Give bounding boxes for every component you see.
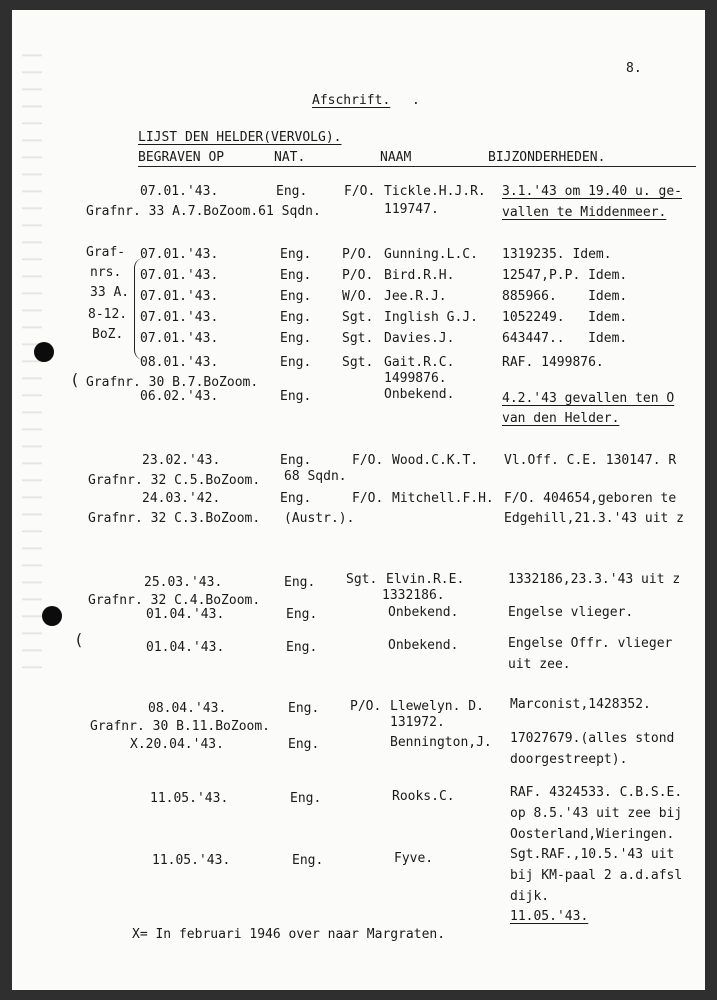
detail-line: F/O. 404654,geboren te — [504, 491, 677, 506]
list-heading: LIJST DEN HELDER(VERVOLG). — [138, 130, 342, 145]
burial-date: 07.01.'43. — [140, 331, 219, 346]
detail-line: 1052249. Idem. — [502, 310, 628, 325]
burial-date: 08.04.'43. — [148, 701, 227, 716]
burial-date: 08.01.'43. — [140, 355, 219, 370]
nationality: Eng. — [288, 701, 320, 716]
burial-date: 07.01.'43. — [140, 268, 219, 283]
detail-line: Marconist,1428352. — [510, 697, 651, 712]
header-underline — [138, 166, 696, 167]
detail-line: Sgt.RAF.,10.5.'43 uit — [510, 847, 675, 862]
nationality: Eng. — [280, 247, 312, 262]
detail-line: RAF. 4324533. C.B.S.E. — [510, 785, 683, 800]
nationality: Eng. — [280, 355, 312, 370]
col-header-name: NAAM — [380, 150, 412, 165]
person-name: Tickle.H.J.R. — [384, 184, 486, 199]
detail-line: 885966. Idem. — [502, 289, 628, 304]
grave-number: Grafnr. 32 C.4.BoZoom. — [88, 593, 261, 608]
burial-date: 11.05.'43. — [150, 791, 229, 806]
nationality-note: (Austr.). — [284, 511, 355, 526]
detail-line: bij KM-paal 2 a.d.afsl — [510, 868, 683, 883]
detail-line: 11.05.'43. — [510, 909, 589, 924]
detail-line: op 8.5.'43 uit zee bij — [510, 806, 683, 821]
nationality: Eng. — [286, 607, 318, 622]
burial-date: 07.01.'43. — [140, 310, 219, 325]
person-name: Jee.R.J. — [384, 289, 447, 304]
nationality: Eng. — [280, 491, 312, 506]
service-number: 131972. — [390, 715, 445, 730]
person-name: Fyve. — [394, 851, 434, 866]
footnote: X= In februari 1946 over naar Margraten. — [132, 927, 446, 942]
service-number: 1499876. — [384, 371, 447, 386]
nationality: Eng. — [280, 389, 312, 404]
rank: Sgt. — [342, 355, 374, 370]
detail-line: 4.2.'43 gevallen ten O — [502, 391, 675, 406]
burial-date: 06.02.'43. — [140, 389, 219, 404]
page-number: 8. — [626, 61, 642, 76]
rank: F/O. — [344, 184, 376, 199]
detail-line: 643447.. Idem. — [502, 331, 628, 346]
burial-date: 24.03.'42. — [142, 491, 221, 506]
burial-date: 01.04.'43. — [146, 640, 225, 655]
nationality: Eng. — [280, 331, 312, 346]
person-name: Davies.J. — [384, 331, 455, 346]
service-number: 119747. — [384, 202, 439, 217]
squadron: 68 Sqdn. — [284, 469, 347, 484]
nationality: Eng. — [276, 184, 308, 199]
nationality: Eng. — [280, 268, 312, 283]
col-header-details: BIJZONDERHEDEN. — [488, 150, 606, 165]
detail-line: 1319235. Idem. — [502, 247, 612, 262]
person-name: Elvin.R.E. — [386, 572, 465, 587]
rank: Sgt. — [342, 331, 374, 346]
detail-line: Edgehill,21.3.'43 uit z — [504, 511, 685, 526]
side-note-line: 33 A. — [90, 285, 130, 300]
detail-line: 12547,P.P. Idem. — [502, 268, 628, 283]
detail-line: Engelse Offr. vlieger — [508, 636, 673, 651]
person-name: Onbekend. — [388, 605, 459, 620]
person-name: Gunning.L.C. — [384, 247, 478, 262]
detail-line: Engelse vlieger. — [508, 605, 634, 620]
grave-number: Grafnr. 30 B.11.BoZoom. — [90, 719, 271, 734]
detail-line: Vl.Off. C.E. 130147. R — [504, 453, 677, 468]
rank: Sgt. — [342, 310, 374, 325]
rank: P/O. — [342, 247, 374, 262]
detail-line: uit zee. — [508, 657, 571, 672]
document-title: Afschrift. — [312, 93, 391, 108]
grave-number: Grafnr. 32 C.3.BoZoom. — [88, 511, 261, 526]
detail-line: van den Helder. — [502, 411, 620, 426]
burial-date: 07.01.'43. — [140, 184, 219, 199]
person-name: Onbekend. — [384, 387, 455, 402]
person-name: Rooks.C. — [392, 789, 455, 804]
nationality: Eng. — [280, 310, 312, 325]
burial-date: 25.03.'43. — [144, 575, 223, 590]
detail-line: Oosterland,Wieringen. — [510, 827, 675, 842]
side-note-line: 8-12. — [88, 307, 128, 322]
burial-date: 01.04.'43. — [146, 607, 225, 622]
rank: F/O. — [352, 491, 384, 506]
person-name: Onbekend. — [388, 638, 459, 653]
detail-line: 17027679.(alles stond — [510, 731, 675, 746]
punch-hole-bottom — [42, 606, 62, 626]
rank: Sgt. — [346, 572, 378, 587]
document-page — [12, 10, 705, 990]
margin-paren-2: ( — [74, 630, 84, 649]
person-name: Bird.R.H. — [384, 268, 455, 283]
burial-date: 07.01.'43. — [140, 289, 219, 304]
person-name: Mitchell.F.H. — [392, 491, 494, 506]
margin-paren-1: ( — [70, 370, 80, 389]
grave-number: Grafnr. 30 B.7.BoZoom. — [86, 375, 259, 390]
side-note-line: BoZ. — [92, 327, 124, 342]
nationality: Eng. — [286, 640, 318, 655]
detail-line: 1332186,23.3.'43 uit z — [508, 572, 681, 587]
detail-line: doorgestreept). — [510, 752, 628, 767]
title-dot: . — [412, 93, 420, 108]
rank: P/O. — [342, 268, 374, 283]
burial-date: 11.05.'43. — [152, 853, 231, 868]
detail-line: dijk. — [510, 889, 550, 904]
side-note-line: Graf- — [86, 245, 126, 260]
nationality: Eng. — [284, 575, 316, 590]
burial-date: 23.02.'43. — [142, 453, 221, 468]
col-header-nationality: NAT. — [274, 150, 306, 165]
person-name: Inglish G.J. — [384, 310, 478, 325]
nationality: Eng. — [288, 737, 320, 752]
person-name: Wood.C.K.T. — [392, 453, 479, 468]
grave-number: Grafnr. 32 C.5.BoZoom. — [88, 473, 261, 488]
detail-line: RAF. 1499876. — [502, 355, 604, 370]
detail-line: vallen te Middenmeer. — [502, 205, 667, 220]
grave-number: Grafnr. 33 A.7.BoZoom.61 Sqdn. — [86, 204, 321, 219]
rank: F/O. — [352, 453, 384, 468]
burial-date: X.20.04.'43. — [130, 737, 224, 752]
detail-line: 3.1.'43 om 19.40 u. ge- — [502, 184, 683, 199]
punch-hole-top — [34, 342, 54, 362]
rank: W/O. — [342, 289, 374, 304]
service-number: 1332186. — [382, 588, 445, 603]
nationality: Eng. — [292, 853, 324, 868]
person-name: Llewelyn. D. — [390, 699, 484, 714]
nationality: Eng. — [280, 289, 312, 304]
nationality: Eng. — [290, 791, 322, 806]
nationality: Eng. — [280, 453, 312, 468]
col-header-buried: BEGRAVEN OP — [138, 150, 225, 165]
person-name: Gait.R.C. — [384, 355, 455, 370]
rank: P/O. — [350, 699, 382, 714]
burial-date: 07.01.'43. — [140, 247, 219, 262]
side-note-line: nrs. — [90, 265, 122, 280]
person-name: Bennington,J. — [390, 735, 492, 750]
